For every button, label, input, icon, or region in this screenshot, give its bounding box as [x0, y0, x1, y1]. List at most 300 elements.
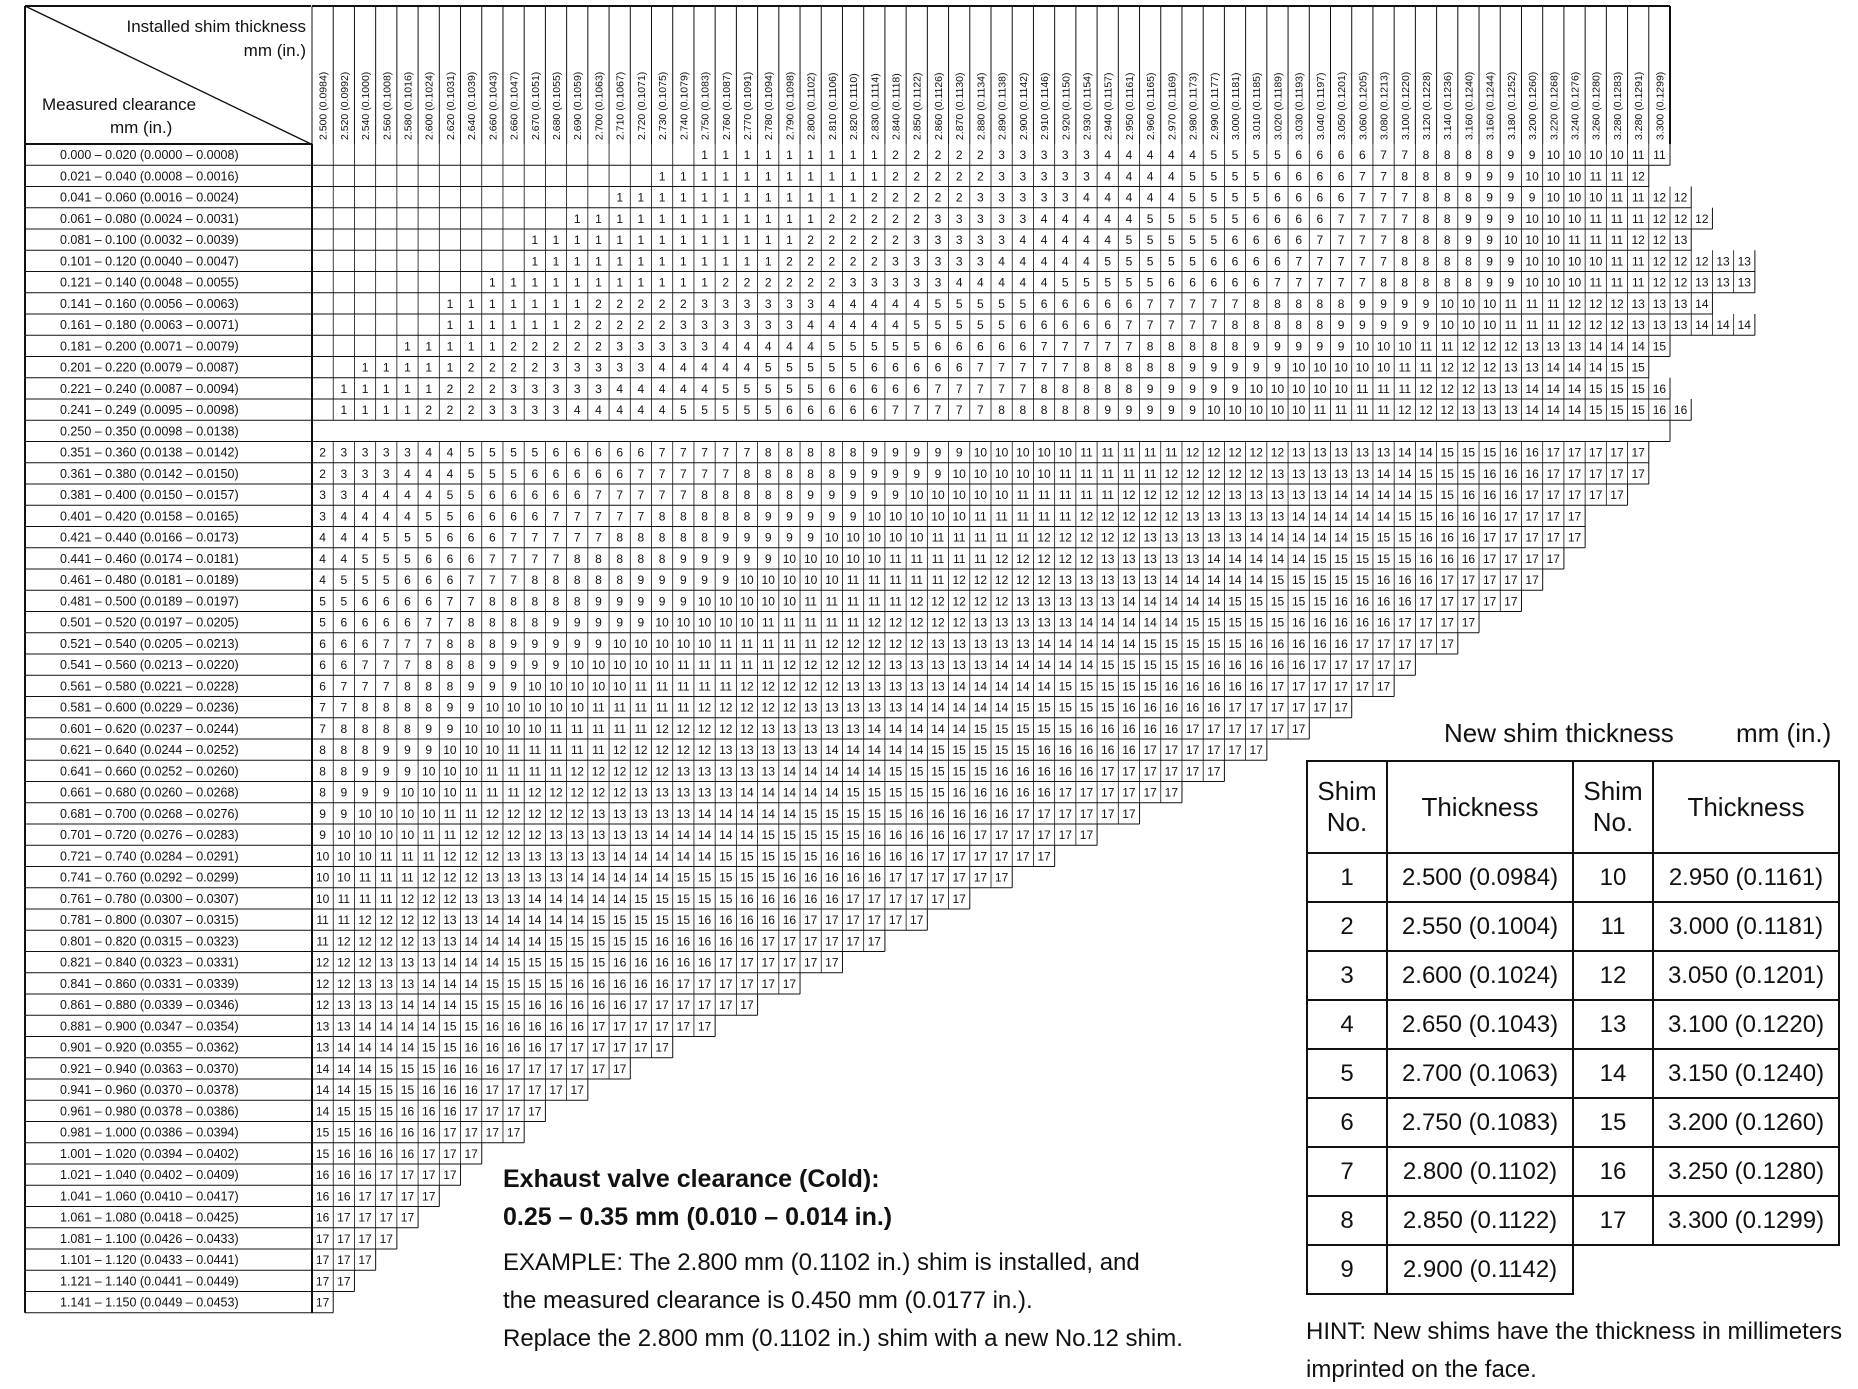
shim-number-cell: 13	[1016, 594, 1030, 609]
shim-number-cell: 13	[337, 998, 351, 1012]
shim-number-cell: 1	[764, 254, 772, 269]
shim-number-cell: 8	[446, 636, 454, 651]
shim-number-cell: 11	[1631, 275, 1645, 290]
shim-number-cell: 11	[358, 870, 372, 885]
shim-number-cell: 12	[1185, 466, 1200, 481]
shim-number-cell: 10	[994, 445, 1009, 460]
shim-number-cell: 17	[1079, 828, 1094, 842]
shim-number-cell: 9	[1507, 211, 1515, 226]
shim-number-cell: 16	[422, 1083, 436, 1097]
shim-number-cell: 9	[637, 573, 645, 587]
shim-number-cell: 17	[1037, 828, 1051, 842]
shim-number-cell: 7	[1401, 148, 1409, 162]
shim-number-cell: 3	[849, 275, 857, 290]
shim-number-cell: 12	[910, 636, 924, 651]
shim-number-cell: 4	[1104, 233, 1112, 247]
shim-number-cell: 9	[467, 679, 475, 694]
shim-number-cell: 15	[1207, 615, 1221, 630]
shim-number-cell: 11	[1016, 509, 1030, 524]
shim-number-cell: 11	[1080, 445, 1093, 460]
shim-number-cell: 11	[1440, 339, 1454, 354]
shim-number-cell: 15	[1228, 615, 1242, 630]
installed-thickness-header: 2.780 (0.1094)	[763, 71, 776, 140]
shim-number-cell: 14	[1228, 573, 1242, 587]
shim-number-cell: 13	[1737, 275, 1751, 290]
shim-number-cell: 13	[1249, 488, 1263, 502]
shim-number-cell: 11	[1143, 445, 1157, 460]
shim-number-cell: 13	[1313, 488, 1327, 502]
shim-number-cell: 17	[825, 913, 839, 927]
shim-number-cell: 10	[867, 509, 881, 524]
shim-number-cell: 13	[443, 934, 457, 949]
shim-number-cell: 7	[955, 381, 963, 396]
shim-number-cell: 14	[931, 721, 945, 736]
shim-number-cell: 8	[531, 573, 539, 587]
shim-number-cell: 11	[507, 743, 520, 757]
shim-number-cell: 12	[867, 636, 881, 651]
installed-thickness-header: 2.620 (0.1031)	[444, 71, 457, 140]
shim-number-cell: 13	[549, 849, 563, 864]
shim-number-cell: 16	[931, 806, 945, 821]
shim-number-cell: 12	[888, 636, 903, 651]
shim-number-cell: 14	[400, 1019, 415, 1034]
shim-number-cell: 4	[616, 381, 624, 396]
shim-number-cell: 12	[803, 658, 818, 672]
shim-number-cell: 4	[616, 403, 624, 417]
shim-number-cell: 7	[595, 509, 602, 524]
shim-number-cell: 7	[510, 573, 517, 587]
shim-thickness: 2.700 (0.1063)	[1387, 1049, 1573, 1098]
shim-number-cell: 12	[634, 764, 648, 779]
shim-number-cell: 9	[764, 509, 772, 524]
shim-number-cell: 6	[1231, 254, 1239, 269]
shim-number-cell: 17	[740, 976, 754, 991]
installed-thickness-header: 2.800 (0.1102)	[805, 72, 818, 140]
shim-number-cell: 3	[998, 148, 1005, 162]
shim-number-cell: 3	[552, 360, 560, 375]
shim-number-cell: 2	[870, 190, 878, 205]
shim-number-cell: 9	[467, 700, 475, 715]
shim-number-cell: 14	[1610, 339, 1624, 354]
shim-number-cell: 12	[1037, 551, 1051, 566]
shim-number-cell: 10	[1313, 381, 1327, 396]
shim-number-cell: 8	[786, 466, 793, 481]
shim-number-cell: 6	[913, 360, 921, 375]
clearance-label: 0.681 – 0.700 (0.0268 – 0.0276)	[60, 806, 239, 821]
shim-number-cell: 2	[573, 318, 581, 332]
shim-number-cell: 3	[701, 339, 708, 354]
shim-number-cell: 3	[892, 254, 899, 269]
shim-number-cell: 13	[740, 743, 754, 757]
shim-number-cell: 12	[1016, 573, 1030, 587]
shim-number-cell: 11	[1037, 509, 1051, 524]
shim-number-cell: 16	[740, 934, 754, 949]
shim-number-cell: 4	[340, 551, 348, 566]
shim-number-cell: 17	[1355, 636, 1370, 651]
shim-number-cell: 14	[1419, 445, 1433, 460]
shim-number-cell: 3	[637, 360, 645, 375]
shim-no: 16	[1573, 1147, 1653, 1196]
shim-number-cell: 13	[528, 870, 542, 885]
shim-number-cell: 2	[828, 275, 836, 290]
shim-number-cell: 12	[825, 658, 839, 672]
shim-number-cell: 10	[1504, 233, 1518, 247]
shim-number-cell: 5	[1168, 211, 1175, 226]
installed-thickness-header: 3.010 (0.1185)	[1251, 72, 1264, 140]
shim-number-cell: 2	[446, 403, 454, 417]
shim-number-cell: 4	[1019, 275, 1027, 290]
shim-number-cell: 13	[612, 828, 627, 842]
shim-number-cell: 12	[1482, 339, 1497, 354]
shim-number-cell: 15	[400, 1061, 415, 1076]
shim-number-cell: 11	[910, 551, 923, 566]
shim-number-cell: 14	[1228, 551, 1242, 566]
shim-number-cell: 11	[486, 764, 499, 779]
installed-thickness-header: 3.200 (0.1260)	[1527, 71, 1540, 140]
shim-number-cell: 13	[400, 955, 415, 970]
installed-thickness-header: 3.060 (0.1205)	[1357, 71, 1370, 140]
shim-number-cell: 7	[637, 488, 645, 502]
shim-number-cell: 17	[1440, 636, 1454, 651]
shim-number-cell: 3	[595, 381, 602, 396]
shim-number-cell: 14	[1546, 403, 1560, 417]
shim-number-cell: 11	[486, 785, 499, 800]
shim-number-cell: 16	[761, 913, 775, 927]
shim-number-cell: 8	[595, 551, 602, 566]
shim-number-cell: 13	[803, 721, 818, 736]
shim-number-cell: 14	[379, 1019, 393, 1034]
shim-number-cell: 12	[803, 679, 818, 694]
shim-number-cell: 17	[761, 934, 775, 949]
shim-number-cell: 17	[1313, 679, 1327, 694]
shim-number-cell: 12	[1461, 360, 1476, 375]
shim-number-cell: 14	[1546, 360, 1560, 375]
shim-number-cell: 15	[422, 1061, 436, 1076]
shim-number-cell: 3	[807, 296, 814, 311]
shim-number-cell: 16	[803, 891, 818, 906]
shim-number-cell: 17	[867, 913, 881, 927]
shim-number-cell: 10	[612, 636, 627, 651]
shim-number-cell: 15	[1419, 488, 1433, 502]
clearance-label: 0.250 – 0.350 (0.0098 – 0.0138)	[60, 424, 239, 439]
shim-number-cell: 16	[315, 1189, 330, 1204]
shim-number-cell: 12	[485, 806, 500, 821]
shim-number-cell: 2	[913, 148, 921, 162]
shim-number-cell: 8	[1019, 403, 1027, 417]
shim-number-cell: 17	[1419, 594, 1433, 609]
shim-number-cell: 14	[591, 870, 606, 885]
shim-number-cell: 6	[446, 551, 454, 566]
shim-number-cell: 14	[740, 806, 754, 821]
clearance-label: 0.061 – 0.080 (0.0024 – 0.0031)	[60, 211, 239, 226]
shim-table-row	[1307, 1196, 1839, 1245]
shim-number-cell: 5	[955, 318, 963, 332]
shim-number-cell: 12	[1419, 403, 1433, 417]
shim-number-cell: 17	[549, 1061, 563, 1076]
clearance-label: 0.141 – 0.160 (0.0056 – 0.0063)	[60, 296, 239, 311]
clearance-label: 1.121 – 1.140 (0.0441 – 0.0449)	[60, 1274, 239, 1289]
shim-number-cell: 6	[849, 403, 857, 417]
shim-number-cell: 14	[1589, 339, 1603, 354]
shim-number-cell: 10	[1567, 211, 1582, 226]
shim-number-cell: 9	[319, 806, 326, 821]
shim-number-cell: 10	[528, 679, 542, 694]
shim-number-cell: 15	[379, 1104, 393, 1119]
installed-thickness-header: 2.930 (0.1154)	[1081, 72, 1094, 140]
shim-number-cell: 16	[676, 955, 691, 970]
shim-number-cell: 17	[1631, 466, 1645, 481]
shim-number-cell: 12	[506, 806, 521, 821]
shim-number-cell: 9	[1189, 360, 1196, 375]
shim-number-cell: 7	[1401, 190, 1409, 205]
shim-number-cell: 12	[846, 636, 860, 651]
shim-number-cell: 6	[573, 488, 581, 502]
shim-number-cell: 17	[1461, 573, 1476, 587]
shim-number-cell: 17	[719, 998, 733, 1012]
clearance-label: 1.141 – 1.150 (0.0449 – 0.0453)	[60, 1295, 239, 1310]
shim-number-cell: 5	[1104, 254, 1112, 269]
shim-number-cell: 16	[825, 870, 839, 885]
shim-number-cell: 13	[782, 743, 797, 757]
shim-number-cell: 8	[573, 573, 581, 587]
shim-number-cell: 17	[1525, 551, 1539, 566]
shim-number-cell: 11	[1101, 466, 1114, 481]
shim-number-cell: 2	[531, 339, 539, 354]
shim-thickness: 3.250 (0.1280)	[1653, 1147, 1839, 1196]
shim-number-cell: 16	[740, 891, 754, 906]
shim-number-cell: 10	[1249, 381, 1263, 396]
shim-number-cell: 15	[612, 913, 627, 927]
shim-number-cell: 11	[846, 573, 860, 587]
shim-number-cell: 14	[1695, 318, 1709, 332]
shim-number-cell: 3	[913, 233, 921, 247]
shim-number-cell: 17	[400, 1189, 415, 1204]
shim-number-cell: 15	[1610, 360, 1624, 375]
shim-number-cell: 10	[994, 488, 1009, 502]
clearance-label: 1.101 – 1.120 (0.0433 – 0.0441)	[60, 1253, 239, 1267]
shim-number-cell: 4	[701, 360, 708, 375]
shim-number-cell: 13	[655, 785, 669, 800]
shim-number-cell: 12	[655, 721, 669, 736]
shim-number-cell: 13	[1185, 509, 1200, 524]
installed-thickness-header: 2.790 (0.1098)	[784, 71, 797, 140]
installed-thickness-header: 3.160 (0.1240)	[1463, 71, 1476, 140]
shim-number-cell: 12	[1398, 403, 1412, 417]
shim-number-cell: 14	[719, 828, 733, 842]
shim-number-cell: 11	[931, 530, 945, 545]
shim-number-cell: 13	[1376, 445, 1391, 460]
shim-number-cell: 14	[1716, 318, 1730, 332]
shim-number-cell: 16	[464, 1061, 478, 1076]
shim-number-cell: 15	[1270, 594, 1285, 609]
shim-number-cell: 15	[1249, 615, 1263, 630]
shim-number-cell: 11	[974, 509, 987, 524]
shim-number-cell: 16	[400, 1104, 415, 1119]
shim-number-cell: 14	[1355, 488, 1370, 502]
shim-number-cell: 13	[506, 849, 521, 864]
shim-number-cell: 1	[743, 169, 751, 184]
shim-number-cell: 8	[425, 658, 433, 672]
shim-number-cell: 13	[1525, 339, 1539, 354]
shim-number-cell: 7	[1274, 275, 1281, 290]
installed-thickness-header: 3.080 (0.1213)	[1378, 71, 1391, 140]
shim-number-cell: 13	[1228, 509, 1242, 524]
shim-number-cell: 16	[506, 1040, 521, 1055]
shim-number-cell: 10	[337, 870, 351, 885]
shim-number-cell: 9	[849, 509, 857, 524]
shim-number-cell: 8	[1422, 233, 1430, 247]
shim-number-cell: 15	[1355, 551, 1370, 566]
shim-number-cell: 17	[1291, 700, 1306, 715]
shim-number-cell: 15	[1589, 381, 1603, 396]
shim-number-cell: 14	[846, 743, 860, 757]
shim-number-cell: 16	[1419, 530, 1433, 545]
shim-number-cell: 11	[698, 658, 711, 672]
shim-number-cell: 17	[1567, 530, 1582, 545]
shim-number-cell: 12	[846, 658, 860, 672]
shim-number-cell: 14	[1334, 530, 1348, 545]
shim-number-cell: 13	[825, 721, 839, 736]
shim-number-cell: 16	[1228, 679, 1242, 694]
shim-number-cell: 11	[1101, 488, 1114, 502]
shim-number-cell: 12	[358, 934, 372, 949]
shim-number-cell: 13	[549, 870, 563, 885]
shim-number-cell: 13	[1737, 254, 1751, 269]
shim-number-cell: 6	[1231, 275, 1239, 290]
shim-number-cell: 14	[1058, 636, 1072, 651]
shim-number-cell: 6	[467, 509, 475, 524]
shim-number-cell: 17	[994, 870, 1009, 885]
shim-number-cell: 11	[1504, 296, 1518, 311]
shim-number-cell: 9	[1465, 169, 1472, 184]
shim-number-cell: 17	[888, 891, 903, 906]
shim-number-cell: 7	[1125, 339, 1133, 354]
shim-number-cell: 15	[1440, 445, 1454, 460]
shim-number-cell: 17	[655, 1040, 669, 1055]
shim-number-cell: 9	[382, 764, 390, 779]
shim-number-cell: 6	[552, 488, 560, 502]
shim-number-cell: 6	[1231, 233, 1239, 247]
shim-number-cell: 12	[1228, 445, 1242, 460]
shim-number-cell: 3	[870, 275, 878, 290]
shim-number-cell: 5	[1125, 254, 1133, 269]
shim-number-cell: 16	[697, 913, 712, 927]
corner-bottom-label-1: Measured clearance	[42, 95, 197, 114]
shim-number-cell: 12	[952, 594, 966, 609]
shim-number-cell: 13	[591, 806, 606, 821]
shim-number-cell: 17	[1546, 488, 1560, 502]
shim-number-cell: 1	[849, 190, 857, 205]
shim-number-cell: 2	[870, 211, 878, 226]
shim-number-cell: 14	[506, 934, 521, 949]
shim-number-cell: 16	[591, 976, 606, 991]
shim-number-cell: 12	[655, 764, 669, 779]
clearance-label: 0.421 – 0.440 (0.0166 – 0.0173)	[60, 530, 239, 545]
shim-number-cell: 15	[1355, 530, 1370, 545]
clearance-label: 0.621 – 0.640 (0.0244 – 0.0252)	[60, 743, 239, 757]
shim-number-cell: 15	[506, 955, 521, 970]
shim-number-cell: 2	[637, 318, 645, 332]
shim-number-cell: 1	[658, 275, 666, 290]
shim-number-cell: 14	[612, 870, 627, 885]
installed-thickness-header: 3.240 (0.1276)	[1569, 71, 1582, 140]
shim-number-cell: 5	[1252, 190, 1260, 205]
shim-number-cell: 13	[1504, 403, 1518, 417]
shim-number-cell: 17	[1143, 764, 1157, 779]
shim-number-cell: 2	[552, 339, 560, 354]
shim-number-cell: 15	[1334, 551, 1348, 566]
shim-number-cell: 16	[443, 1061, 457, 1076]
shim-number-cell: 4	[446, 466, 454, 481]
shim-number-cell: 17	[506, 1104, 521, 1119]
shim-number-cell: 10	[358, 806, 372, 821]
header-shim-no: Shim No.	[1307, 761, 1387, 853]
shim-number-cell: 1	[722, 211, 730, 226]
shim-number-cell: 12	[1440, 381, 1454, 396]
shim-number-cell: 12	[400, 934, 415, 949]
shim-number-cell: 17	[1101, 806, 1115, 821]
shim-number-cell: 11	[401, 870, 414, 885]
shim-number-cell: 9	[1231, 381, 1239, 396]
shim-number-cell: 8	[1401, 233, 1409, 247]
shim-number-cell: 3	[1040, 148, 1048, 162]
shim-number-cell: 11	[464, 785, 478, 800]
shim-number-cell: 8	[1231, 318, 1239, 332]
shim-number-cell: 8	[1443, 275, 1451, 290]
shim-number-cell: 8	[510, 615, 517, 630]
shim-number-cell: 9	[849, 466, 857, 481]
shim-number-cell: 15	[761, 870, 775, 885]
shim-number-cell: 11	[1610, 211, 1624, 226]
installed-thickness-header: 3.120 (0.1228)	[1420, 71, 1433, 140]
shim-number-cell: 3	[701, 296, 708, 311]
shim-number-cell: 14	[1525, 381, 1539, 396]
shim-number-cell: 8	[1231, 339, 1239, 354]
shim-number-cell: 16	[337, 1146, 351, 1161]
shim-number-cell: 16	[867, 870, 881, 885]
shim-number-cell: 12	[1504, 339, 1518, 354]
shim-number-cell: 6	[913, 381, 921, 396]
shim-number-cell: 6	[1295, 148, 1303, 162]
shim-number-cell: 13	[1207, 530, 1221, 545]
shim-number-cell: 11	[1080, 488, 1093, 502]
shim-thickness: 2.900 (0.1142)	[1387, 1245, 1573, 1294]
shim-number-cell: 12	[782, 679, 797, 694]
shim-number-cell: 17	[1631, 445, 1645, 460]
shim-number-cell: 9	[1465, 211, 1472, 226]
shim-number-cell: 14	[379, 1040, 393, 1055]
shim-number-cell: 17	[1058, 828, 1072, 842]
shim-number-cell: 14	[1207, 594, 1221, 609]
shim-number-cell: 16	[634, 976, 648, 991]
shim-number-cell: 13	[422, 934, 436, 949]
shim-number-cell: 8	[616, 573, 624, 587]
shim-number-cell: 11	[443, 828, 457, 842]
shim-thickness: 2.950 (0.1161)	[1653, 853, 1839, 902]
shim-number-cell: 16	[1525, 466, 1539, 481]
shim-number-cell: 13	[697, 764, 712, 779]
shim-number-cell: 4	[1061, 211, 1069, 226]
shim-number-cell: 17	[1525, 509, 1539, 524]
shim-number-cell: 13	[1313, 445, 1327, 460]
shim-number-cell: 12	[1589, 318, 1603, 332]
shim-number-cell: 11	[592, 700, 605, 715]
shim-number-cell: 10	[1567, 169, 1582, 184]
shim-number-cell: 17	[846, 934, 860, 949]
shim-number-cell: 1	[637, 211, 645, 226]
shim-number-cell: 1	[552, 254, 560, 269]
shim-number-cell: 10	[1525, 275, 1539, 290]
